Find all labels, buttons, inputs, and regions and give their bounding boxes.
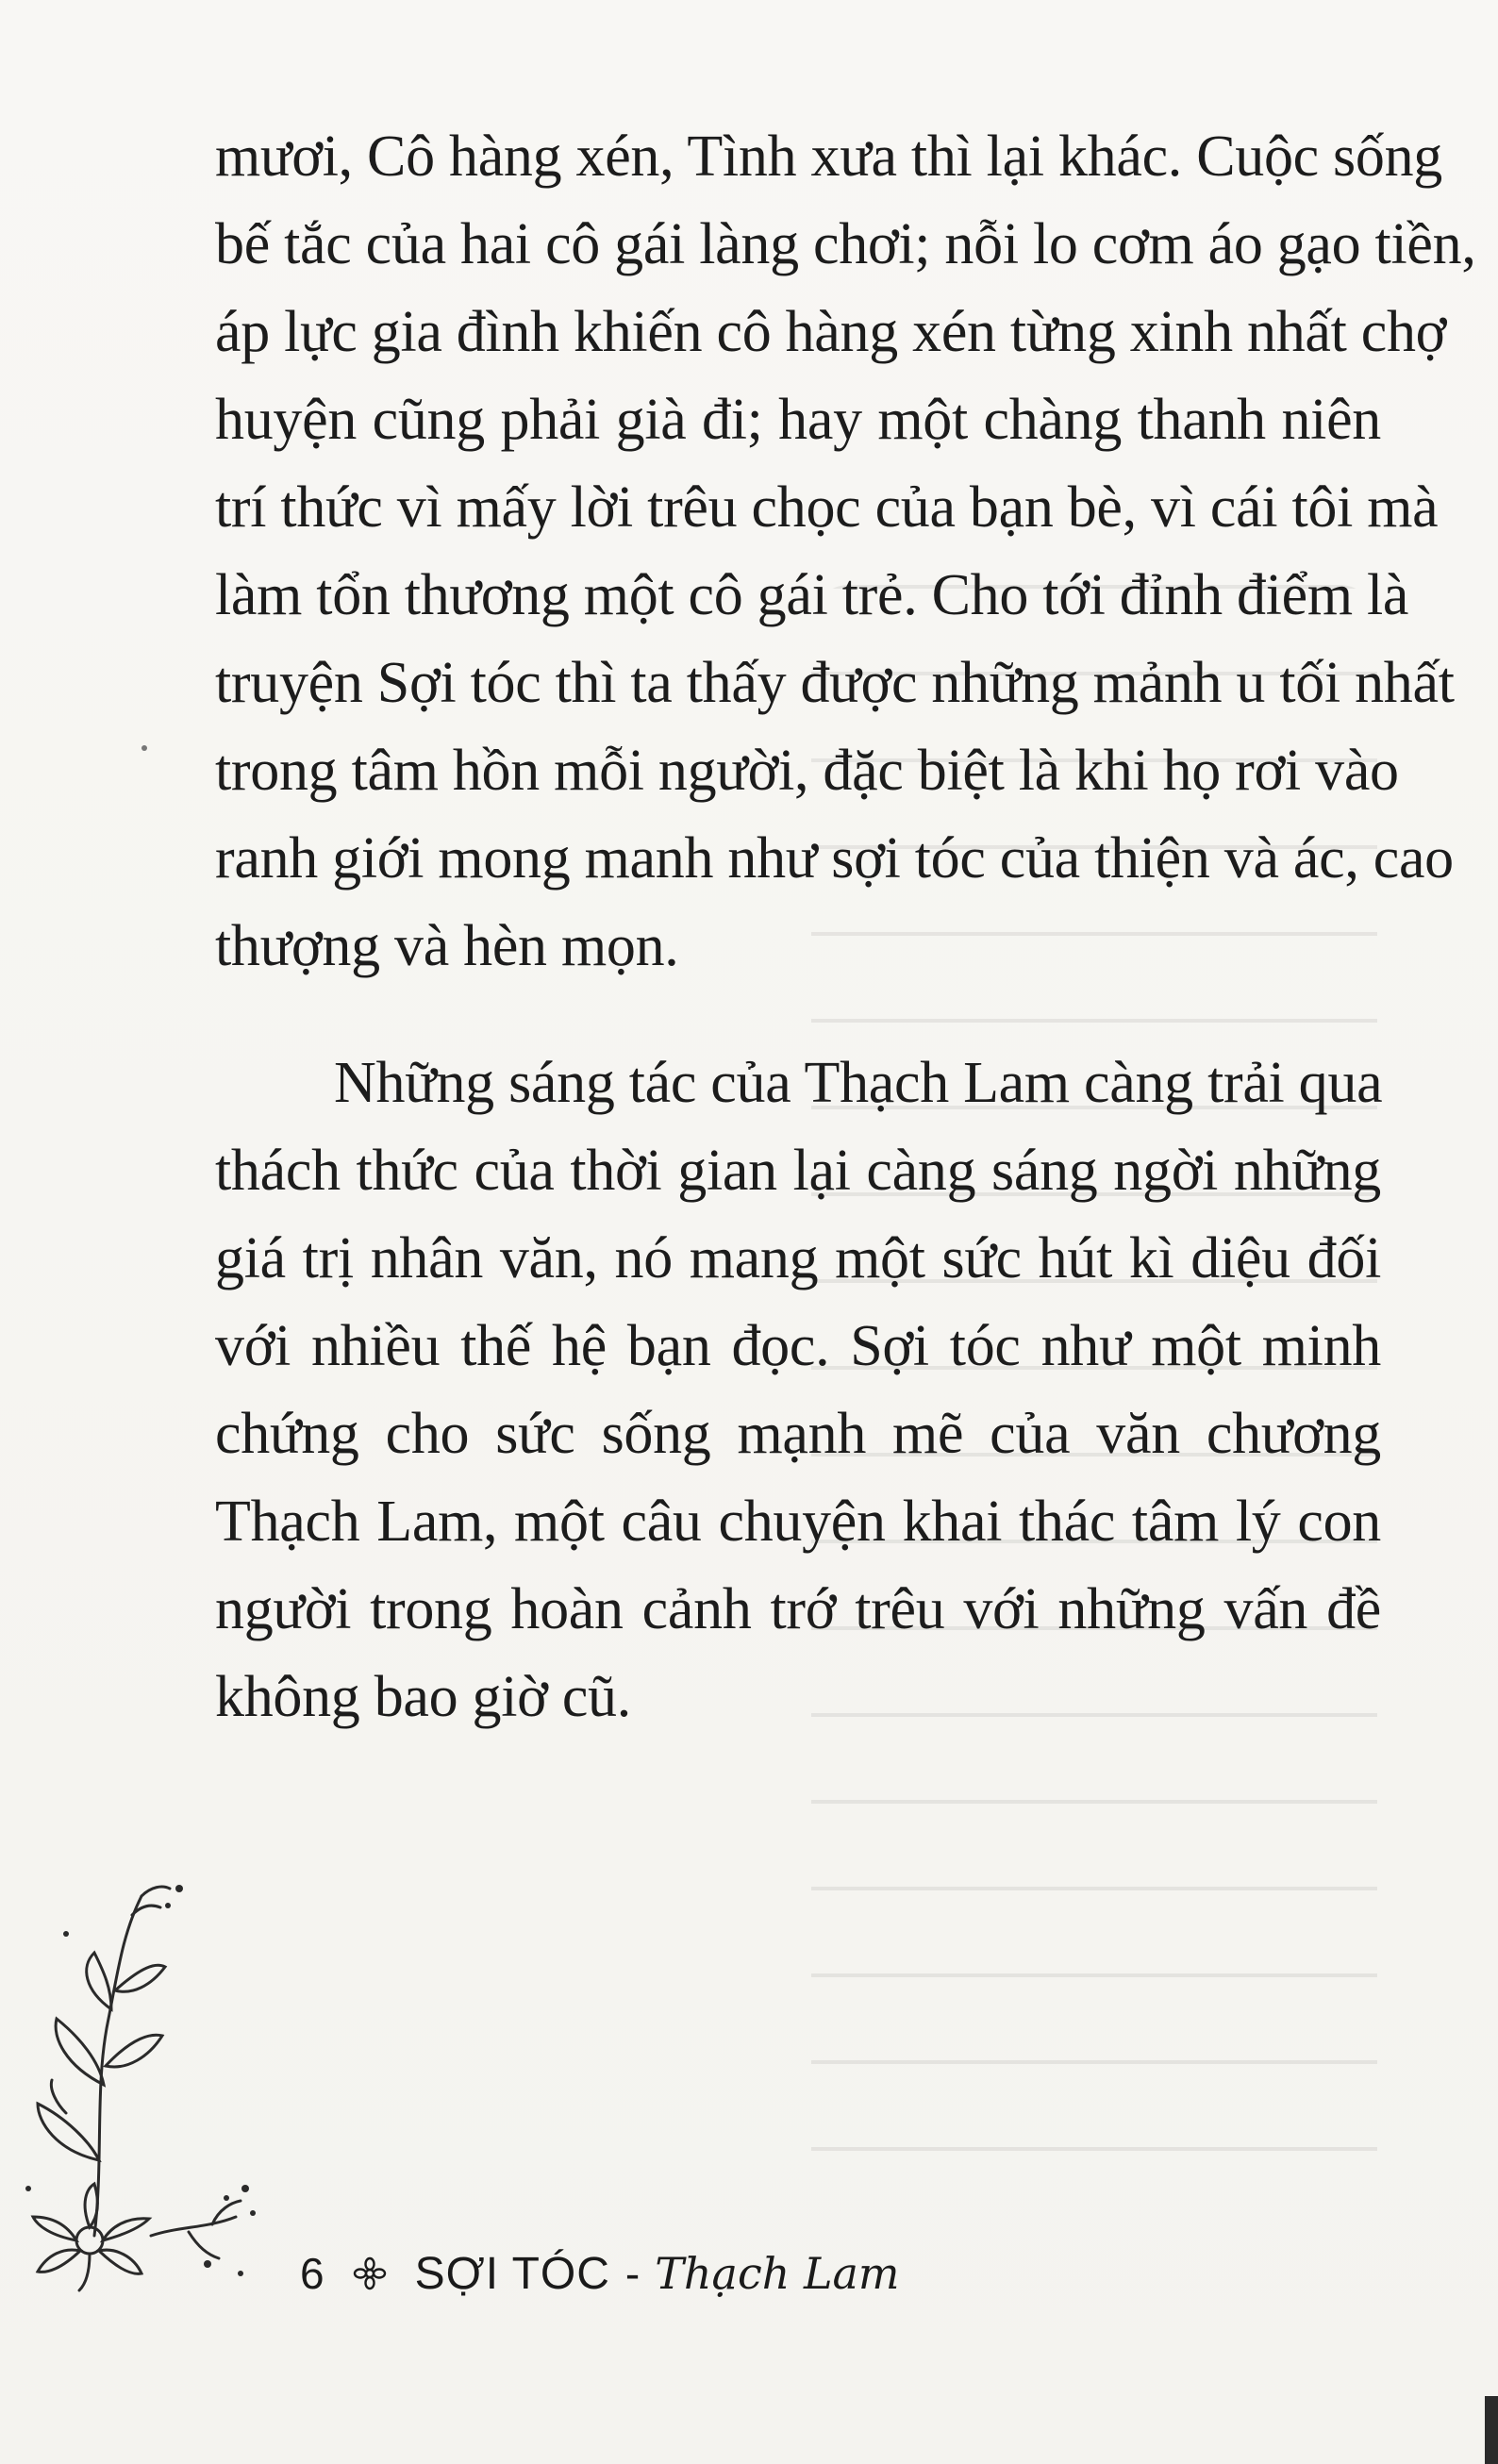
text-line: người trong hoàn cảnh trớ trêu với những vấn đề	[215, 1577, 1381, 1641]
paragraph-gap	[215, 991, 1381, 1040]
text-line: ranh giới mong manh như sợi tóc của thiện và ác, cao	[215, 826, 1454, 891]
text-line: chứng cho sức sống mạnh mẽ của văn chương	[215, 1402, 1381, 1466]
text-line: truyện Sợi tóc thì ta thấy được những mảnh u tối nhất	[215, 651, 1455, 715]
speck	[141, 745, 147, 751]
text-line: Những sáng tác của Thạch Lam càng trải qua	[334, 1051, 1383, 1115]
text-line: thượng và hèn mọn.	[215, 914, 679, 978]
text-line: làm tổn thương một cô gái trẻ. Cho tới đỉnh điểm là	[215, 563, 1409, 627]
book-author: Thạch Lam	[655, 2248, 900, 2299]
text-line: bế tắc của hai cô gái làng chơi; nỗi lo cơm áo gạo tiền,	[215, 212, 1476, 276]
page-footer	[300, 2236, 900, 2311]
flower-icon	[353, 2256, 387, 2290]
text-line: giá trị nhân văn, nó mang một sức hút kì diệu đối	[215, 1226, 1381, 1290]
page-edge	[1485, 2396, 1498, 2464]
text-line: trí thức vì mấy lời trêu chọc của bạn bè, vì cái tôi mà	[215, 475, 1439, 540]
floral-branch-icon	[0, 1877, 311, 2292]
text-line: thách thức của thời gian lại càng sáng ngời những	[215, 1139, 1381, 1203]
text-line: không bao giờ cũ.	[215, 1665, 631, 1729]
body-text	[215, 113, 1476, 1741]
text-line: trong tâm hồn mỗi người, đặc biệt là khi họ rơi vào	[215, 739, 1399, 803]
text-line: áp lực gia đình khiến cô hàng xén từng xinh nhất chợ	[215, 300, 1447, 364]
title-separator: -	[624, 2249, 641, 2298]
text-line: với nhiều thế hệ bạn đọc. Sợi tóc như một minh	[215, 1314, 1381, 1378]
text-line: mươi, Cô hàng xén, Tình xưa thì lại khác. Cuộc sống	[215, 125, 1442, 189]
text-line: Thạch Lam, một câu chuyện khai thác tâm lý con	[215, 1490, 1381, 1554]
page-number: 6	[300, 2249, 325, 2298]
book-title: SỢI TÓC	[414, 2248, 610, 2299]
text-line: huyện cũng phải già đi; hay một chàng thanh niên	[215, 388, 1381, 452]
